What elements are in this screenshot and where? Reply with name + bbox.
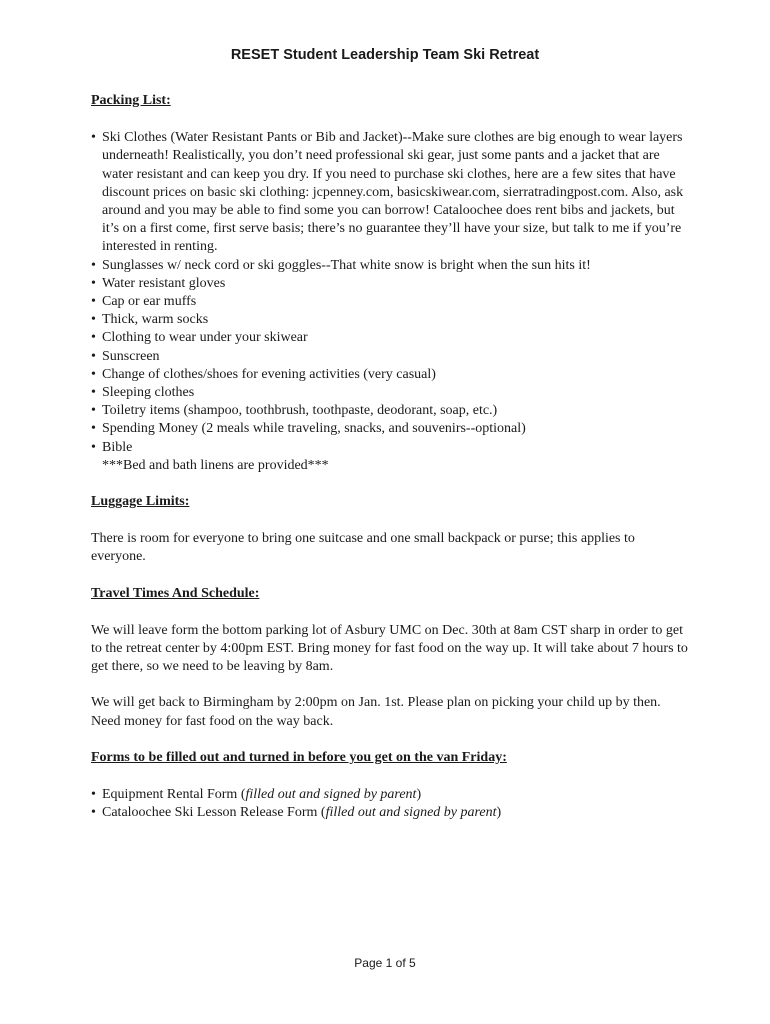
list-item [91,129,691,256]
list-item-text: Cap or ear muffs [102,294,197,310]
bullet-icon: • [91,294,96,310]
list-item [91,348,691,366]
list-item-text: Thick, warm socks [102,312,209,328]
luggage-limits-heading: Luggage Limits: [91,494,190,510]
form-close: ) [416,787,422,803]
document-title: RESET Student Leadership Team Ski Retreat [230,47,540,63]
form-name: Cataloochee Ski Lesson Release Form ( [102,805,326,821]
bullet-icon: • [91,385,96,401]
form-name: Equipment Rental Form ( [102,787,246,803]
document-body [91,92,691,823]
luggage-limits-text: There is room for everyone to bring one suitcase and one small backpack or purse; this applies to everyone. [91,531,635,565]
list-item [91,402,691,420]
forms-list [91,786,691,822]
travel-schedule-heading: Travel Times And Schedule: [91,585,260,601]
page-number: Page 1 of 5 [354,956,416,970]
bullet-icon: • [91,787,96,803]
list-item-text: Water resistant gloves [102,275,226,291]
list-item-text: Ski Clothes (Water Resistant Pants or Bib and Jacket)--Make sure clothes are big enough to wear layers underneath! Realistically, you don’t need professional ski gear, just some pants and a jacket that are water resistant and can keep you dry. If you need to purchase ski clothes, here are a few sites that have discount prices on basic ski clothing: jcpenney.com, basicskiwear.com, sierratradingpost.com. Also, ask around and you may be able to find some you can borrow! Cataloochee does rent bibs and jackets, but it’s on a first come, first serve basis; there’s no guarantee they’ll have your size, but talk to me if you’re interested in renting. [102,130,684,255]
list-item [91,366,691,384]
list-item-text: Sleeping clothes [102,385,195,401]
list-item [91,329,691,347]
list-item [91,293,691,311]
list-item [91,311,691,329]
bullet-icon: • [91,403,96,419]
bullet-icon: • [91,130,96,146]
bullet-icon: • [91,439,96,455]
bullet-icon: • [91,366,96,382]
bullet-icon: • [91,275,96,291]
list-item [91,257,691,275]
list-item-text: Change of clothes/shoes for evening activities (very casual) [102,366,436,382]
form-close: ) [496,805,502,821]
linens-note: ***Bed and bath linens are provided*** [102,457,329,473]
form-note: filled out and signed by parent [245,787,417,803]
bullet-icon: • [91,312,96,328]
list-item-text: Clothing to wear under your skiwear [102,330,308,346]
packing-list-heading: Packing List: [91,93,171,108]
list-item-text: Sunglasses w/ neck cord or ski goggles--That white snow is bright when the sun hits it! [102,257,591,273]
forms-heading: Forms to be filled out and turned in before you get on the van Friday: [91,749,507,765]
packing-list [91,129,691,457]
list-item [91,786,691,804]
bullet-icon: • [91,805,96,821]
list-item [91,420,691,438]
travel-return-paragraph: We will get back to Birmingham by 2:00pm on Jan. 1st. Please plan on picking your child up by then. Need money for fast food on the way back. [91,695,661,729]
list-item [91,804,691,822]
list-item-text: Spending Money (2 meals while traveling, snacks, and souvenirs--optional) [102,421,526,437]
bullet-icon: • [91,421,96,437]
bullet-icon: • [91,330,96,346]
bullet-icon: • [91,348,96,364]
list-item-text: Bible [102,439,133,455]
list-item [91,275,691,293]
list-item-text: Toiletry items (shampoo, toothbrush, toothpaste, deodorant, soap, etc.) [102,403,498,419]
bullet-icon: • [91,257,96,273]
travel-departure-paragraph: We will leave form the bottom parking lot of Asbury UMC on Dec. 30th at 8am CST sharp in order to get to the retreat center by 4:00pm EST. Bring money for fast food on the way up. It will take about 7 hours to get there, so we need to be leaving by 8am. [91,622,688,675]
list-item-text: Sunscreen [102,348,160,364]
form-note: filled out and signed by parent [325,805,497,821]
list-item [91,439,691,457]
list-item [91,384,691,402]
